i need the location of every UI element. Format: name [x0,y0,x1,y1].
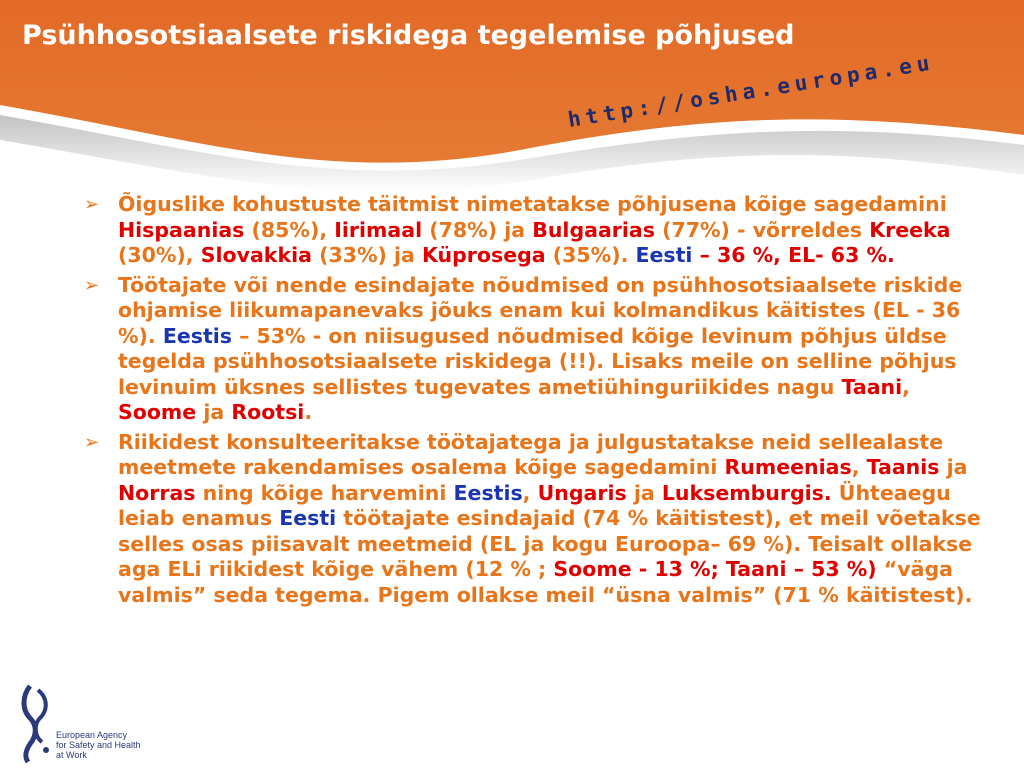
text-segment: Norras [118,480,196,505]
logo-line-3: at Work [56,750,87,760]
text-segment: Slovakkia [200,243,312,267]
text-segment: Eestis [162,323,232,348]
text-segment: Eesti [279,506,337,530]
text-segment: Rumeenias [724,455,852,479]
text-segment: Ühteaegu leiab enamus [118,480,951,530]
bullet-list [84,192,984,612]
text-segment: (30%), [118,243,201,267]
text-segment: , [902,374,910,399]
text-segment: Töötajate või nende esindajate nõudmised on psühhosotsiaalsete riskide ohjamise liikumapanevaks jõuks enam kui kolmandikus käitistes (EL - 36 %). [118,272,963,348]
text-segment: Luksemburgis. [661,480,832,505]
text-segment: ning kõige harvemini [195,480,454,505]
list-item [84,430,984,609]
agency-logo-text [56,730,141,760]
text-segment: Õiguslike kohustuste täitmist nimetatakse põhjusena kõige sagedamini [118,192,947,216]
website-url: http://osha.europa.eu [566,50,936,133]
text-segment: Taanis [866,455,940,479]
text-segment: Rootsi [231,400,305,424]
text-segment: Riikidest konsulteeritakse töötajatega ja julgustatakse neid sellealaste meetmete rakendamises osalema kõige sagedamini [118,429,944,479]
text-segment: – 53% - on niisugused nõudmised kõige levinum põhjus üldse tegelda psühhosotsiaalsete riskidega (!!). Lisaks meile on selline põhjus levinuim üksnes sellistes tugevates ametiühinguriikides nagu [118,323,957,399]
text-segment: “väga valmis” seda tegema. Pigem ollakse meil “üsna valmis” (71 % käitistest). [118,557,973,607]
arrow-bullet-icon: ➢ [84,431,100,453]
text-segment: (33%) ja [311,243,423,267]
text-segment: Ungaris [537,480,627,505]
page-title: Psühhosotsiaalsete riskidega tegelemise põhjused [22,20,795,51]
text-segment: Taani [841,374,903,399]
text-segment: ja [626,480,662,505]
text-segment: Iirimaal [334,217,423,242]
text-segment: . [304,400,313,424]
text-segment: Kreeka [869,217,951,242]
text-segment: (78%) ja [422,217,533,242]
text-segment: , [522,480,538,505]
text-segment: , [851,455,867,479]
text-segment: Küprosega [422,243,546,267]
text-segment: (85%), [244,217,335,242]
text-segment: Eestis [453,480,523,505]
logo-line-2: for Safety and Health [56,740,141,750]
text-segment: ja [939,455,968,479]
text-segment: töötajate esindajaid (74 % käitistest), et meil võetakse selles osas piisavalt meetmeid (EL ja kogu Euroopa– 69 %). Teisalt ollakse aga ELi riikidest kõige vähem (12 % ; [118,506,981,581]
text-segment: Hispaanias [118,217,245,242]
logo-line-1: European Agency [56,730,128,740]
text-segment: (35%). [545,243,636,267]
text-segment: Soome - 13 %; Taani – 53 %) [553,557,877,581]
text-segment: Soome [118,400,197,424]
text-segment: Bulgaarias [532,217,655,242]
arrow-bullet-icon: ➢ [84,194,100,215]
text-segment: Eesti [635,243,693,267]
text-segment: (77%) - võrreldes [654,217,870,242]
list-item [84,192,984,269]
arrow-bullet-icon: ➢ [84,274,100,296]
text-segment: – 36 %, EL- 63 %. [692,243,895,267]
text-segment: ja [196,400,232,424]
list-item [84,273,984,426]
